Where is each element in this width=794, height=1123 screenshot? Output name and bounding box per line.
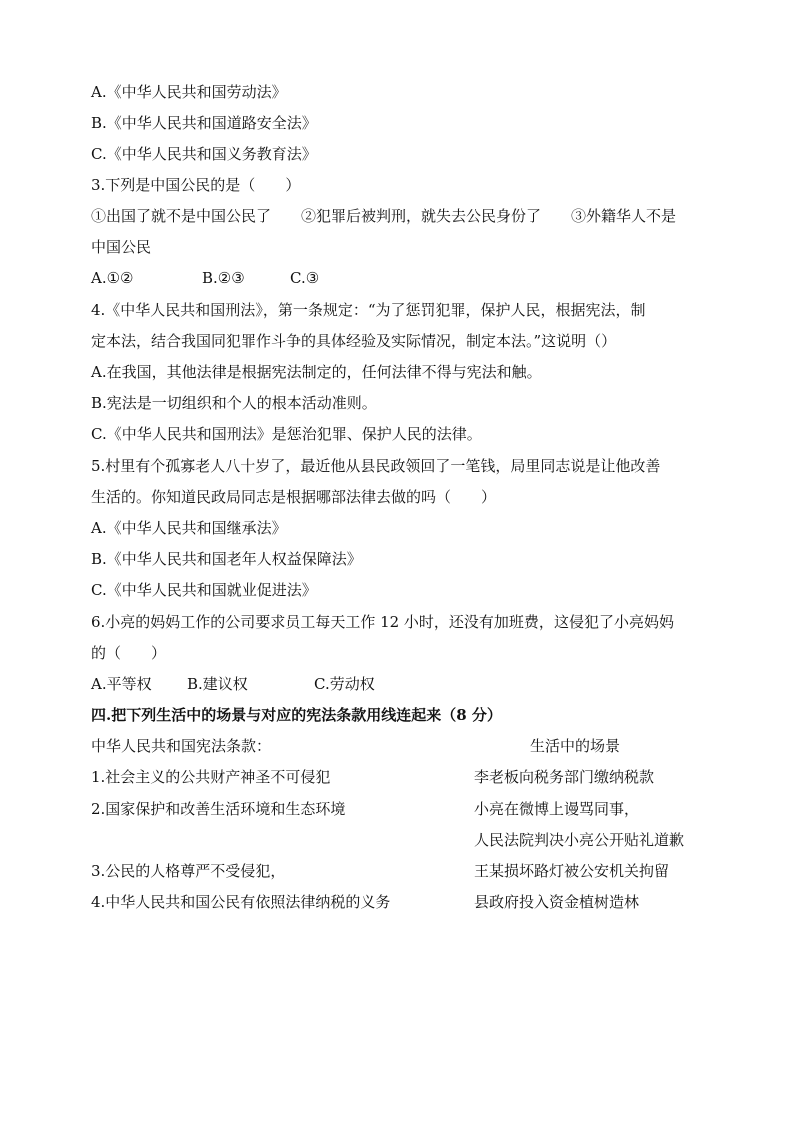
q5-stem-continued: 生活的。你知道民政局同志是根据哪部法律去做的吗（ ） xyxy=(91,488,497,506)
scene-item: 王某损坏路灯被公安机关拘留 xyxy=(474,862,670,880)
clause-item: 2.国家保护和改善生活环境和生态环境 xyxy=(91,800,346,818)
q2-option-c: C.《中华人民共和国义务教育法》 xyxy=(91,145,317,163)
q5-option-c: C.《中华人民共和国就业促进法》 xyxy=(91,581,317,599)
section-4-title: 四.把下列生活中的场景与对应的宪法条款用线连起来（8 分） xyxy=(91,706,502,724)
q6-option-a: A.平等权 xyxy=(91,675,152,693)
q2-option-a: A.《中华人民共和国劳动法》 xyxy=(91,83,287,101)
clause-item: 3.公民的人格尊严不受侵犯， xyxy=(91,862,286,880)
q4-option-c: C.《中华人民共和国刑法》是惩治犯罪、保护人民的法律。 xyxy=(91,425,482,443)
q4-option-a: A.在我国，其他法律是根据宪法制定的，任何法律不得与宪法和触。 xyxy=(91,363,542,381)
scene-item: 李老板向税务部门缴纳税款 xyxy=(474,768,655,786)
q3-stem: 3.下列是中国公民的是（ ） xyxy=(91,176,301,194)
q3-statements: ①出国了就不是中国公民了 ②犯罪后被判刑，就失去公民身份了 ③外籍华人不是 xyxy=(91,207,677,225)
q4-stem: 4.《中华人民共和国刑法》，第一条规定：“为了惩罚犯罪，保护人民，根据宪法，制 xyxy=(91,301,646,319)
q3-option-c: C.③ xyxy=(290,269,320,287)
q2-option-b: B.《中华人民共和国道路安全法》 xyxy=(91,114,317,132)
q3-option-b: B.②③ xyxy=(202,269,245,287)
clause-item: 1.社会主义的公共财产神圣不可侵犯 xyxy=(91,768,331,786)
q4-option-b: B.宪法是一切组织和个人的根本活动准则。 xyxy=(91,394,377,412)
q3-option-a: A.①② xyxy=(91,269,134,287)
q6-stem-continued: 的（ ） xyxy=(91,644,167,662)
q6-option-b: B.建议权 xyxy=(187,675,248,693)
q6-option-c: C.劳动权 xyxy=(314,675,375,693)
q5-option-a: A.《中华人民共和国继承法》 xyxy=(91,519,287,537)
clause-item: 4.中华人民共和国公民有依照法律纳税的义务 xyxy=(91,893,391,911)
scenes-header: 生活中的场景 xyxy=(530,737,621,755)
scene-item: 人民法院判决小亮公开贴礼道歉 xyxy=(474,831,685,849)
clauses-header: 中华人民共和国宪法条款： xyxy=(91,737,272,755)
scene-item: 县政府投入资金植树造林 xyxy=(474,893,640,911)
q6-stem: 6.小亮的妈妈工作的公司要求员工每天工作 12 小时，还没有加班费，这侵犯了小亮妈妈 xyxy=(91,613,674,631)
q3-statements-continued: 中国公民 xyxy=(91,238,152,256)
q4-stem-continued: 定本法，结合我国同犯罪作斗争的具体经验及实际情况，制定本法。”这说明（） xyxy=(91,332,617,350)
q5-stem: 5.村里有个孤寡老人八十岁了，最近他从县民政领回了一笔钱，局里同志说是让他改善 xyxy=(91,457,661,475)
scene-item: 小亮在微博上谩骂同事， xyxy=(474,800,640,818)
q5-option-b: B.《中华人民共和国老年人权益保障法》 xyxy=(91,550,362,568)
